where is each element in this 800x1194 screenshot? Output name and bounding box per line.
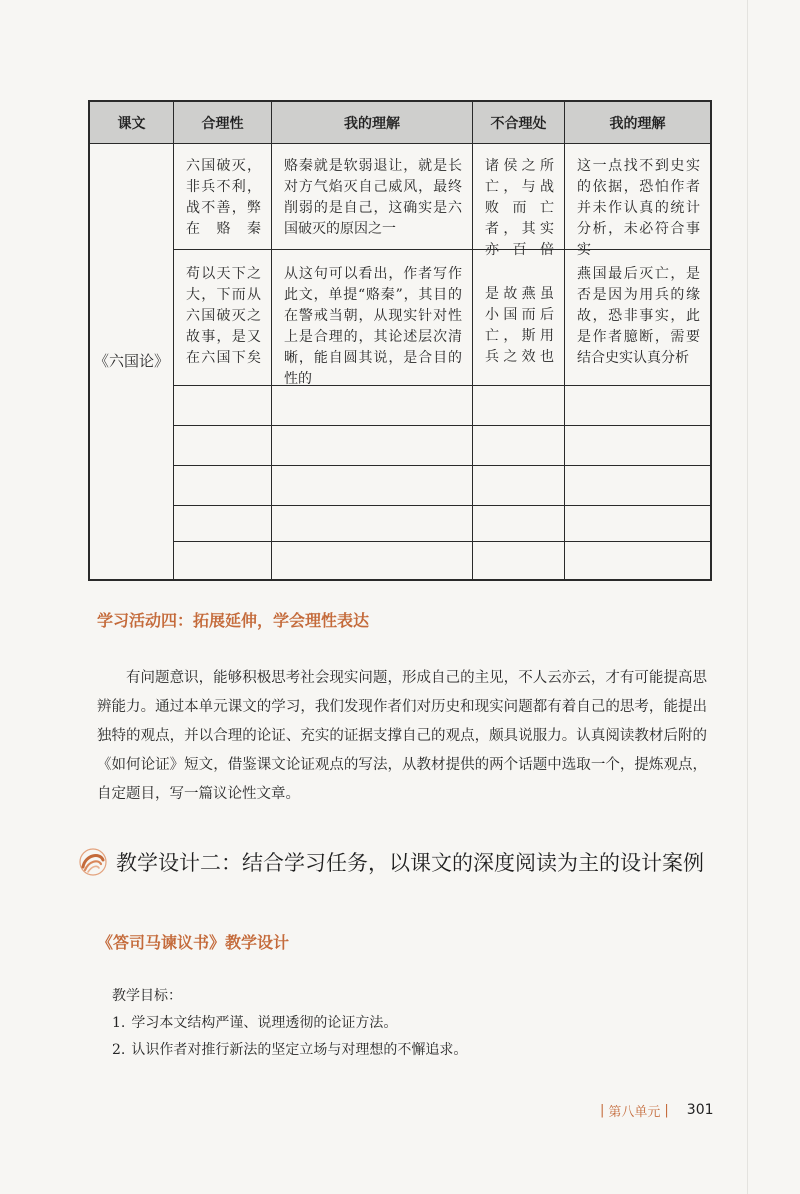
table-header-unreasonable: 不合理处 xyxy=(473,102,565,144)
goal-number: 2. xyxy=(112,1042,126,1058)
table-cell-empty xyxy=(174,506,272,542)
table-cell-empty xyxy=(565,542,710,579)
table-cell-empty xyxy=(174,426,272,466)
table-cell-empty xyxy=(473,466,565,506)
table-cell-reasonable: 六国破灭，非兵不利，战不善，弊在赂秦 xyxy=(174,144,272,250)
table-cell-empty xyxy=(565,426,710,466)
table-header-understanding-2: 我的理解 xyxy=(565,102,710,144)
table-cell-empty xyxy=(174,386,272,426)
design-heading xyxy=(78,843,704,881)
table-cell-empty xyxy=(473,542,565,579)
swirl-icon xyxy=(78,847,108,877)
table-header-understanding-1: 我的理解 xyxy=(272,102,473,144)
table-cell-empty xyxy=(272,542,473,579)
table-header-lesson: 课文 xyxy=(90,102,174,144)
table-cell-empty xyxy=(272,466,473,506)
footer-unit: 第八单元 xyxy=(608,1104,661,1120)
table-cell-empty xyxy=(565,466,710,506)
table-cell-empty xyxy=(174,542,272,579)
page-number: 301 xyxy=(686,1102,714,1118)
table-header-reasonable: 合理性 xyxy=(174,102,272,144)
table-cell-reasonable: 苟以天下之大，下而从六国破灭之故事，是又在六国下矣 xyxy=(174,250,272,386)
goal-text: 学习本文结构严谨、说理透彻的论证方法。 xyxy=(131,1015,398,1031)
activity-heading: 学习活动四：拓展延伸，学会理性表达 xyxy=(97,611,370,630)
table-cell-lesson: 《六国论》 xyxy=(90,144,174,579)
footer-separator: | xyxy=(664,1102,669,1118)
table-cell-understanding-2: 这一点找不到史实的依据，恐怕作者并未作认真的统计分析，未必符合事实 xyxy=(565,144,710,250)
table-cell-empty xyxy=(565,386,710,426)
table-cell-understanding-2: 燕国最后灭亡，是否是因为用兵的缘故，恐非事实，此是作者臆断，需要结合史实认真分析 xyxy=(565,250,710,386)
table-cell-understanding-1: 赂秦就是软弱退让，就是长对方气焰灭自己威风，最终削弱的是自己，这确实是六国破灭的原因之一 xyxy=(272,144,473,250)
table-cell-empty xyxy=(272,506,473,542)
page-gutter-line xyxy=(747,0,748,1194)
table-cell-empty xyxy=(272,426,473,466)
design-title: 教学设计二：结合学习任务，以课文的深度阅读为主的设计案例 xyxy=(116,851,704,875)
table-cell-empty xyxy=(272,386,473,426)
table-cell-unreasonable: 诸侯之所亡，与战败而亡者，其实亦百倍 xyxy=(473,144,565,250)
goal-text: 认识作者对推行新法的坚定立场与对理想的不懈追求。 xyxy=(131,1042,468,1058)
table-cell-empty xyxy=(565,506,710,542)
table-cell-unreasonable: 是故燕虽小国而后亡，斯用兵之效也 xyxy=(473,250,565,386)
goal-number: 1. xyxy=(112,1015,126,1031)
analysis-table xyxy=(88,100,712,581)
table-cell-empty xyxy=(174,466,272,506)
table-cell-empty xyxy=(473,506,565,542)
table-cell-understanding-1: 从这句可以看出，作者写作此文，单提“赂秦”，其目的在警戒当朝，从现实针对性上是合理的，其论述层次清晰，能自圆其说，是合目的性的 xyxy=(272,250,473,386)
goal-item xyxy=(112,1012,397,1032)
goal-item xyxy=(112,1039,467,1059)
table-cell-empty xyxy=(473,386,565,426)
activity-paragraph: 有问题意识，能够积极思考社会现实问题，形成自己的主见，不人云亦云，才有可能提高思辨能力。通过本单元课文的学习，我们发现作者们对历史和现实问题都有着自己的思考，能提出独特的观点，并以合理的论证、充实的证据支撑自己的观点，颇具说服力。认真阅读教材后附的《如何论证》短文，借鉴课文论证观点的写法，从教材提供的两个话题中选取一个，提炼观点，自定题目，写一篇议论性文章。 xyxy=(97,670,707,802)
lesson-title: 《答司马谏议书》教学设计 xyxy=(97,933,290,952)
goals-label: 教学目标： xyxy=(112,988,182,1004)
footer-separator: | xyxy=(600,1102,605,1118)
page-footer xyxy=(596,1100,714,1120)
table-cell-empty xyxy=(473,426,565,466)
